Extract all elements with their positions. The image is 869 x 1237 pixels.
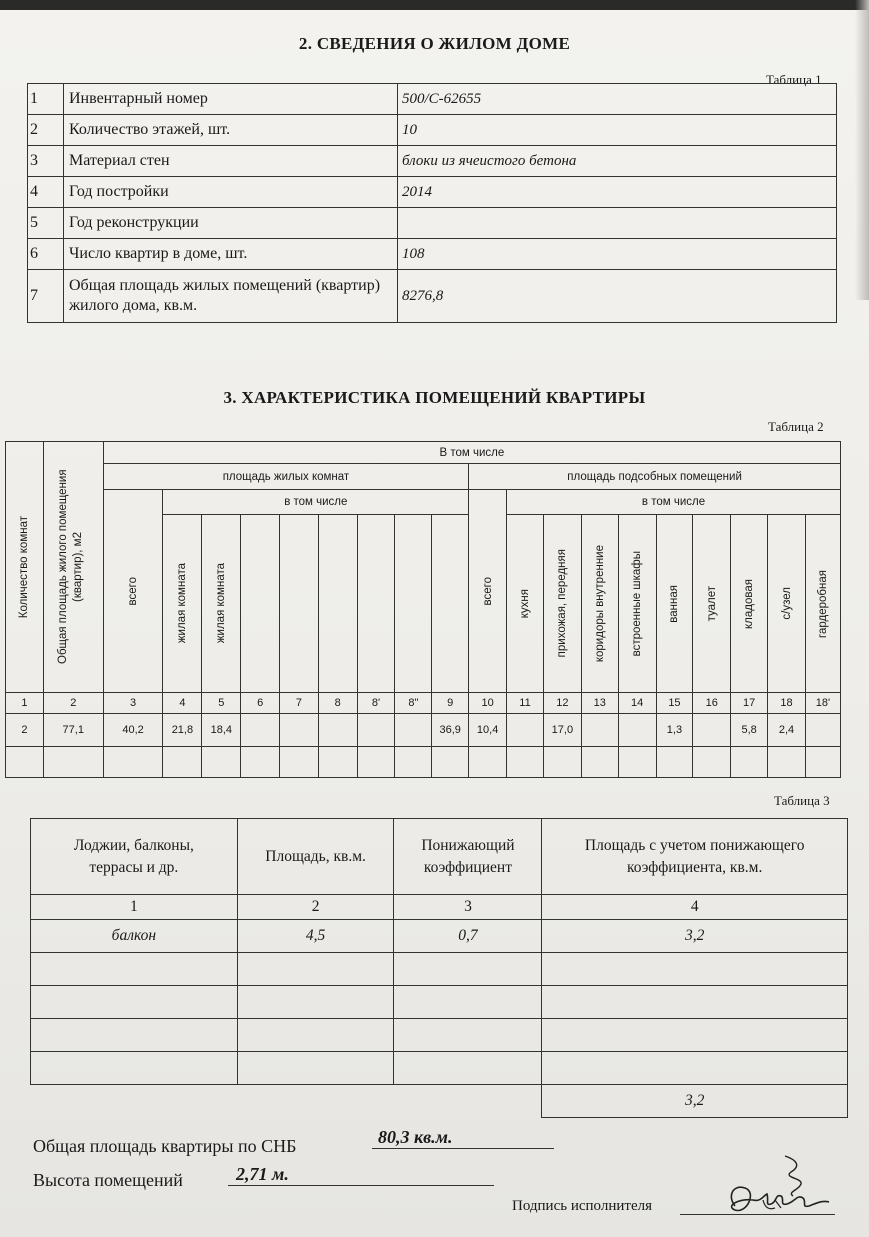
column-number: 1 <box>31 895 238 920</box>
row-label: Общая площадь жилых помещений (квартир) жилого дома, кв.м. <box>64 270 398 323</box>
row-label: Количество этажей, шт. <box>64 115 398 146</box>
table1-label: Таблица 1 <box>766 72 822 87</box>
header-in-that-2: в том числе <box>507 490 841 515</box>
header-total-area: Общая площадь жилого помещения (квартир), м2 <box>43 442 103 693</box>
column-number: 14 <box>618 693 656 714</box>
header-living-room-1: жилая комната <box>163 515 202 693</box>
cell: 18,4 <box>202 714 241 747</box>
photo-edge <box>0 0 869 10</box>
cell: 4,5 <box>237 920 394 953</box>
header-living-total: всего <box>103 490 163 693</box>
table-row <box>28 208 837 239</box>
section2-title: 2. СВЕДЕНИЯ О ЖИЛОМ ДОМЕ <box>298 34 571 53</box>
header-aux-total: всего <box>469 490 507 693</box>
row-label: Год реконструкции <box>64 208 398 239</box>
cell <box>581 714 618 747</box>
cell: 1,3 <box>656 714 693 747</box>
cell: 21,8 <box>163 714 202 747</box>
signature-mark <box>705 1148 835 1228</box>
cell: 2,4 <box>768 714 806 747</box>
column-number: 8" <box>395 693 432 714</box>
header-empty <box>318 515 357 693</box>
header-closets: встроенные шкафы <box>618 515 656 693</box>
cell <box>507 714 544 747</box>
column-number: 12 <box>543 693 581 714</box>
header-kitchen: кухня <box>507 515 544 693</box>
header-row <box>6 442 841 464</box>
header-empty <box>357 515 395 693</box>
column-number: 4 <box>163 693 202 714</box>
header-area: Площадь, кв.м. <box>237 819 394 895</box>
table-row <box>6 714 841 747</box>
column-number: 13 <box>581 693 618 714</box>
row-value <box>398 208 837 239</box>
column-number: 6 <box>241 693 280 714</box>
header-empty <box>432 515 469 693</box>
cell <box>241 714 280 747</box>
row-value: 10 <box>398 115 837 146</box>
cell <box>693 714 731 747</box>
table-row <box>28 146 837 177</box>
column-number: 18' <box>805 693 840 714</box>
header-row <box>6 490 841 515</box>
row-value: 8276,8 <box>398 270 837 323</box>
header-loggias: Лоджии, балконы, террасы и др. <box>31 819 238 895</box>
cell: 36,9 <box>432 714 469 747</box>
table3-label: Таблица 3 <box>774 793 830 808</box>
column-number: 7 <box>280 693 319 714</box>
cell: балкон <box>31 920 238 953</box>
row-label: Число квартир в доме, шт. <box>64 239 398 270</box>
row-number: 1 <box>28 84 64 115</box>
header-row <box>6 464 841 490</box>
column-number: 1 <box>6 693 44 714</box>
apartment-rooms-table <box>5 441 841 778</box>
column-number: 3 <box>394 895 542 920</box>
header-empty <box>395 515 432 693</box>
column-number: 5 <box>202 693 241 714</box>
column-number: 3 <box>103 693 163 714</box>
column-number: 2 <box>43 693 103 714</box>
column-number: 2 <box>237 895 394 920</box>
table-row <box>28 270 837 323</box>
header-coefficient: Понижающий коэффициент <box>394 819 542 895</box>
row-value: блоки из ячеистого бетона <box>398 146 837 177</box>
cell: 5,8 <box>731 714 768 747</box>
header-wardrobe: гардеробная <box>805 515 840 693</box>
column-number: 10 <box>469 693 507 714</box>
section3-title: 3. ХАРАКТЕРИСТИКА ПОМЕЩЕНИЙ КВАРТИРЫ <box>223 388 646 407</box>
table-row <box>28 115 837 146</box>
column-number: 18 <box>768 693 806 714</box>
header-aux-area: площадь подсобных помещений <box>469 464 841 490</box>
table-row <box>28 239 837 270</box>
column-number: 15 <box>656 693 693 714</box>
column-number-row <box>31 895 848 920</box>
header-living-area: площадь жилых комнат <box>103 464 468 490</box>
column-number: 8 <box>318 693 357 714</box>
room-height-label: Высота помещений <box>33 1170 183 1190</box>
table-row <box>28 84 837 115</box>
total-row <box>31 1085 848 1118</box>
header-row <box>31 819 848 895</box>
row-number: 4 <box>28 177 64 208</box>
column-number: 16 <box>693 693 731 714</box>
column-number: 9 <box>432 693 469 714</box>
cell: 77,1 <box>43 714 103 747</box>
row-value: 500/С-62655 <box>398 84 837 115</box>
row-number: 2 <box>28 115 64 146</box>
column-number: 11 <box>507 693 544 714</box>
table2-label: Таблица 2 <box>768 419 824 434</box>
table-row <box>31 953 848 986</box>
header-empty <box>280 515 319 693</box>
row-number: 3 <box>28 146 64 177</box>
column-number: 8' <box>357 693 395 714</box>
column-number-row <box>6 693 841 714</box>
cell <box>357 714 395 747</box>
column-number: 4 <box>542 895 848 920</box>
cell: 17,0 <box>543 714 581 747</box>
cell: 3,2 <box>542 920 848 953</box>
total-area-label: Общая площадь квартиры по СНБ <box>33 1136 297 1156</box>
header-in-that: в том числе <box>163 490 469 515</box>
table-row <box>6 747 841 778</box>
header-hallway: прихожая, передняя <box>543 515 581 693</box>
cell <box>618 714 656 747</box>
table-row <box>31 1052 848 1085</box>
header-rooms-count: Количество комнат <box>6 442 44 693</box>
table-row <box>31 1019 848 1052</box>
cell <box>395 714 432 747</box>
column-number: 17 <box>731 693 768 714</box>
header-empty <box>241 515 280 693</box>
cell <box>280 714 319 747</box>
cell: 10,4 <box>469 714 507 747</box>
house-info-table <box>27 83 837 323</box>
table-row <box>28 177 837 208</box>
row-number: 7 <box>28 270 64 323</box>
total-reduced-area: 3,2 <box>542 1085 848 1118</box>
table-row <box>31 920 848 953</box>
header-wc: с/узел <box>768 515 806 693</box>
room-height-value: 2,71 м. <box>228 1164 494 1186</box>
header-living-room-2: жилая комната <box>202 515 241 693</box>
row-number: 5 <box>28 208 64 239</box>
row-number: 6 <box>28 239 64 270</box>
table-row <box>31 986 848 1019</box>
header-including: В том числе <box>103 442 840 464</box>
row-label: Год постройки <box>64 177 398 208</box>
signature-label: Подпись исполнителя <box>512 1198 652 1214</box>
cell <box>318 714 357 747</box>
row-label: Инвентарный номер <box>64 84 398 115</box>
row-value: 2014 <box>398 177 837 208</box>
cell: 2 <box>6 714 44 747</box>
header-storage: кладовая <box>731 515 768 693</box>
cell: 0,7 <box>394 920 542 953</box>
row-label: Материал стен <box>64 146 398 177</box>
total-area-value: 80,3 кв.м. <box>372 1127 554 1149</box>
balcony-table <box>30 818 848 1118</box>
header-bath: ванная <box>656 515 693 693</box>
row-value: 108 <box>398 239 837 270</box>
header-toilet: туалет <box>693 515 731 693</box>
header-corridors: коридоры внутренние <box>581 515 618 693</box>
cell: 40,2 <box>103 714 163 747</box>
cell <box>805 714 840 747</box>
header-reduced-area: Площадь с учетом понижающего коэффициента, кв.м. <box>542 819 848 895</box>
